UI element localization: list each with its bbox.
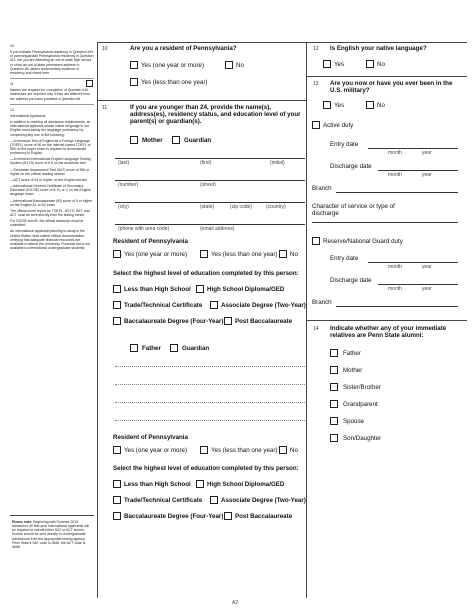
q13-entry-date2-label: Entry date (330, 255, 359, 262)
cap-year: year (422, 264, 432, 270)
note-label: Please note: (12, 520, 33, 524)
q11-city2-line[interactable] (115, 402, 305, 403)
q11-edu-bacc-label: Baccalaureate Degree (Four-Year) (124, 318, 224, 325)
q13-bottom-border (306, 320, 467, 321)
sidebar-q11-number: 11 (10, 82, 14, 87)
sidebar-q12-title: International Applicants (10, 113, 46, 118)
q10-no-checkbox[interactable] (225, 61, 233, 69)
q11-resident-no-checkbox[interactable] (279, 250, 287, 258)
q14-son-daughter-label: Son/Daughter (343, 435, 382, 442)
q14-mother-checkbox[interactable] (330, 366, 338, 374)
cap-country: (country) (266, 204, 286, 210)
cap-email: (email address) (200, 226, 235, 232)
q11-resident2-yes-label: Yes (one year or more) (124, 447, 188, 454)
q11-guardian-checkbox[interactable] (172, 136, 180, 144)
q13-entry-date2-line[interactable] (368, 262, 458, 263)
cap-zip: (zip code) (230, 204, 252, 210)
cap-city: (city) (118, 204, 129, 210)
sidebar-item: —International General Certificate of Secondary Education (IGCSE) score of A, B, or C on the English language exam (10, 184, 91, 197)
top-border (97, 42, 467, 43)
q11-edu-hs-label: High School Diploma/GED (207, 286, 285, 293)
q14-son-daughter-checkbox[interactable] (330, 434, 338, 442)
q11-resident2-yes-checkbox[interactable] (113, 446, 121, 454)
q10-number: 10 (102, 46, 108, 52)
q11-edu-trade-checkbox[interactable] (113, 301, 121, 309)
sidebar-item: —International Baccalaureate (IB) score of 5 or higher on the English A1 or A2 exam (10, 198, 93, 207)
q11-edu2-less-hs-label: Less than High School (124, 481, 191, 488)
q11-edu2-post-checkbox[interactable] (224, 512, 232, 520)
q14-spouse-label: Spouse (343, 418, 364, 425)
sidebar-q12-number: 12 (10, 107, 14, 112)
q11-edu-assoc-checkbox[interactable] (210, 301, 218, 309)
q13-discharge-date-line[interactable] (378, 170, 458, 171)
page-number: A2 (232, 600, 239, 606)
q11-resident2-no-label: No (290, 447, 298, 454)
q13-branch2-line[interactable] (336, 306, 458, 307)
q11-resident-no-label: No (290, 251, 298, 258)
sidebar-q10-text: If you indicate Pennsylvania residency in Question #10 or parent/guardian Pennsylvania residency in Question #11, but you are attending an out-of-state high school or show an out-of-state permanent address in Question #6, attach documentary evidence of residency and check here (10, 50, 94, 75)
q11-edu2-hs-checkbox[interactable] (196, 480, 204, 488)
q11-contact-line[interactable] (115, 224, 305, 225)
sidebar-divider (10, 104, 94, 105)
q13-yes-checkbox[interactable] (323, 101, 331, 109)
sidebar-item: —Scholastic Assessment Test (SAT) score of 550 or higher on the critical reading section (10, 167, 90, 176)
q11-guardian-label: Guardian (184, 137, 212, 144)
q11-edu-post-checkbox[interactable] (224, 317, 232, 325)
sidebar-closing: For IGCSE and IB, the official transcript must be submitted. (10, 219, 84, 228)
q13-active-duty-label: Active duty (323, 122, 354, 129)
cap-month: month (388, 172, 402, 178)
q11-edu-hs-checkbox[interactable] (196, 285, 204, 293)
q11-edu2-question: Select the highest level of education completed by this person: (113, 465, 299, 472)
q12-number: 12 (313, 46, 319, 52)
cap-number: (number) (118, 182, 139, 188)
q10-question: Are you a resident of Pennsylvania? (130, 45, 237, 52)
q10-bottom-border (97, 100, 306, 101)
q14-grandparent-checkbox[interactable] (330, 400, 338, 408)
q13-character-line[interactable] (312, 222, 458, 223)
q11-edu2-trade-label: Trade/Technical Certificate (124, 497, 203, 504)
q14-father-checkbox[interactable] (330, 349, 338, 357)
q14-sibling-label: Sister/Brother (343, 384, 381, 391)
cap-year: year (422, 172, 432, 178)
q11-edu2-trade-checkbox[interactable] (113, 496, 121, 504)
q11-edu-less-hs-label: Less than High School (124, 286, 191, 293)
q13-branch-line[interactable] (336, 192, 458, 193)
residency-evidence-checkbox[interactable] (86, 80, 93, 87)
q13-number: 13 (313, 81, 319, 87)
q10-yes-label: Yes (one year or more) (141, 62, 205, 69)
q12-question: Is English your native language? (330, 45, 427, 52)
q11-address-line[interactable] (115, 180, 305, 181)
cap-year: year (422, 150, 432, 156)
q12-yes-label: Yes (334, 61, 345, 68)
q13-branch2-label: Branch (312, 299, 332, 306)
cap-month: month (388, 264, 402, 270)
left-column-border (97, 42, 98, 598)
q11-number: 11 (102, 105, 108, 111)
q13-reserve-checkbox[interactable] (312, 237, 320, 245)
q11-guardian2-checkbox[interactable] (170, 344, 178, 352)
q11-contact2-line[interactable] (115, 420, 305, 421)
q11-resident-yes-checkbox[interactable] (113, 250, 121, 258)
q13-no-checkbox[interactable] (366, 101, 374, 109)
q11-edu2-hs-label: High School Diploma/GED (207, 481, 285, 488)
cap-phone: (phone with area code) (118, 226, 170, 232)
sidebar-q12-text: In addition to meeting all admission requirements, an international applicant whose native language is not English must satisfy the language proficiency by completing any one of the following: (10, 120, 91, 137)
note-text: Beginning with Summer 2015 admission, all first-year international applicants will be required to submit either SAT or ACT scores. Scores should be sent directly to Undergraduate Admissions from the appropriate testing agency. Penn State's SAT code is 2660; the ACT code is 3656. (12, 520, 89, 549)
q14-sibling-checkbox[interactable] (330, 383, 338, 391)
q13-branch-label: Branch (312, 185, 332, 192)
cap-street: (street) (200, 182, 216, 188)
q13-yes-label: Yes (334, 102, 345, 109)
q11-edu2-less-hs-checkbox[interactable] (113, 480, 121, 488)
q13-discharge-date-label: Discharge date (330, 163, 372, 170)
q13-question: Are you now or have you ever been in the U.S. military? (330, 80, 453, 94)
q14-spouse-checkbox[interactable] (330, 417, 338, 425)
q11-guardian2-label: Guardian (182, 345, 210, 352)
q13-no-label: No (377, 102, 385, 109)
q11-resident2-no-checkbox[interactable] (279, 446, 287, 454)
q11-edu-question: Select the highest level of education completed by this person: (113, 270, 299, 277)
q11-resident-label: Resident of Pennsylvania (113, 238, 188, 245)
q11-edu-post-label: Post Baccalaureate (235, 318, 293, 325)
q14-grandparent-label: Grandparent (343, 401, 378, 408)
sidebar-instructions (10, 44, 94, 252)
q11-edu-assoc-label: Associate Degree (Two-Year) (221, 302, 306, 309)
q12-no-checkbox[interactable] (366, 60, 374, 68)
q11-resident2-yes-less-checkbox[interactable] (200, 446, 208, 454)
q12-yes-checkbox[interactable] (323, 60, 331, 68)
q13-entry-date-label: Entry date (330, 141, 359, 148)
sidebar-item: —A minimum International English Language Testing System (IELTS) score of 6.5 on the academic test (10, 157, 91, 166)
q11-mother-label: Mother (142, 137, 163, 144)
q11-name2-line[interactable] (115, 366, 305, 367)
q11-city-line[interactable] (115, 202, 305, 203)
q13-discharge-date2-label: Discharge date (330, 277, 372, 284)
sidebar-q10-number: 10 (10, 44, 14, 48)
please-note (12, 520, 92, 549)
q14-mother-label: Mother (343, 367, 363, 374)
q12-no-label: No (377, 61, 385, 68)
sidebar-closing: The official score report for TOEFL, IELTS, SAT, and ACT must be sent directly from the testing center. (10, 208, 90, 217)
q14-question: Indicate whether any of your immediate relatives are Penn State alumni: (330, 325, 447, 339)
q11-edu-bacc-checkbox[interactable] (113, 317, 121, 325)
sidebar-closing: An international applicant planning to study in the United States must submit official documentation verifying that adequate financial resources are available to attend the University. Financial aid is not available to international undergraduate students. (10, 229, 90, 251)
q14-father-label: Father (343, 350, 361, 357)
q13-entry-date-line[interactable] (368, 148, 458, 149)
note-top-rule (10, 515, 94, 516)
cap-last: (last) (118, 160, 130, 166)
q12-bottom-border (306, 76, 467, 77)
cap-state: (state) (200, 204, 215, 210)
q11-edu2-post-label: Post Baccalaureate (235, 513, 293, 520)
q13-discharge-date2-line[interactable] (378, 284, 458, 285)
q11-question: If you are younger than 24, provide the name(s), address(es), residency status, and education level of your parent(s) or guardian(s). (130, 104, 301, 125)
q11-resident-yes-label: Yes (one year or more) (124, 251, 188, 258)
q11-edu-less-hs-checkbox[interactable] (113, 285, 121, 293)
q10-yes-checkbox[interactable] (130, 61, 138, 69)
cap-month: month (388, 286, 402, 292)
q11-resident-yes-less-checkbox[interactable] (200, 250, 208, 258)
q11-father-checkbox[interactable] (130, 344, 138, 352)
q11-edu2-assoc-checkbox[interactable] (210, 496, 218, 504)
q11-resident2-yes-less-label: Yes (less than one year) (211, 447, 278, 454)
sidebar-divider (10, 78, 94, 79)
q14-number: 14 (313, 326, 319, 332)
q11-father-label: Father (142, 345, 161, 352)
q11-address2-line[interactable] (115, 384, 305, 385)
q10-yes-less-label: Yes (less than one year) (141, 79, 208, 86)
q11-edu2-bacc-label: Baccalaureate Degree (Four-Year) (124, 513, 224, 520)
cap-first: (first) (200, 160, 212, 166)
q11-resident2-label: Resident of Pennsylvania (113, 434, 188, 441)
q11-resident-yes-less-label: Yes (less than one year) (211, 251, 278, 258)
q11-name-line[interactable] (115, 158, 305, 159)
sidebar-item: —ACT score of 24 or higher on the English section (10, 177, 88, 182)
q11-edu2-assoc-label: Associate Degree (Two-Year) (221, 497, 306, 504)
q13-character-label: Character of service or type of discharge (312, 203, 395, 217)
sidebar-item: —A minimum Test of English as a Foreign Language (TOEFL) score of 80 on the Internet-based TOEFL or 550 on the paper exam is required to demonstrate proficiency in English (10, 138, 91, 156)
cap-year: year (422, 286, 432, 292)
q10-yes-less-checkbox[interactable] (130, 78, 138, 86)
cap-month: month (388, 150, 402, 156)
sidebar-q11-text: Names are required for completion of Question #10. Addresses are required only if they are different from the address you have provided in Question #6. (10, 88, 91, 101)
q11-mother-checkbox[interactable] (130, 136, 138, 144)
q11-edu2-bacc-checkbox[interactable] (113, 512, 121, 520)
q11-edu-trade-label: Trade/Technical Certificate (124, 302, 203, 309)
cap-initial: (initial) (270, 160, 285, 166)
q13-active-duty-checkbox[interactable] (312, 121, 320, 129)
q13-reserve-label: Reserve/National Guard duty (323, 238, 403, 245)
q10-no-label: No (236, 62, 244, 69)
